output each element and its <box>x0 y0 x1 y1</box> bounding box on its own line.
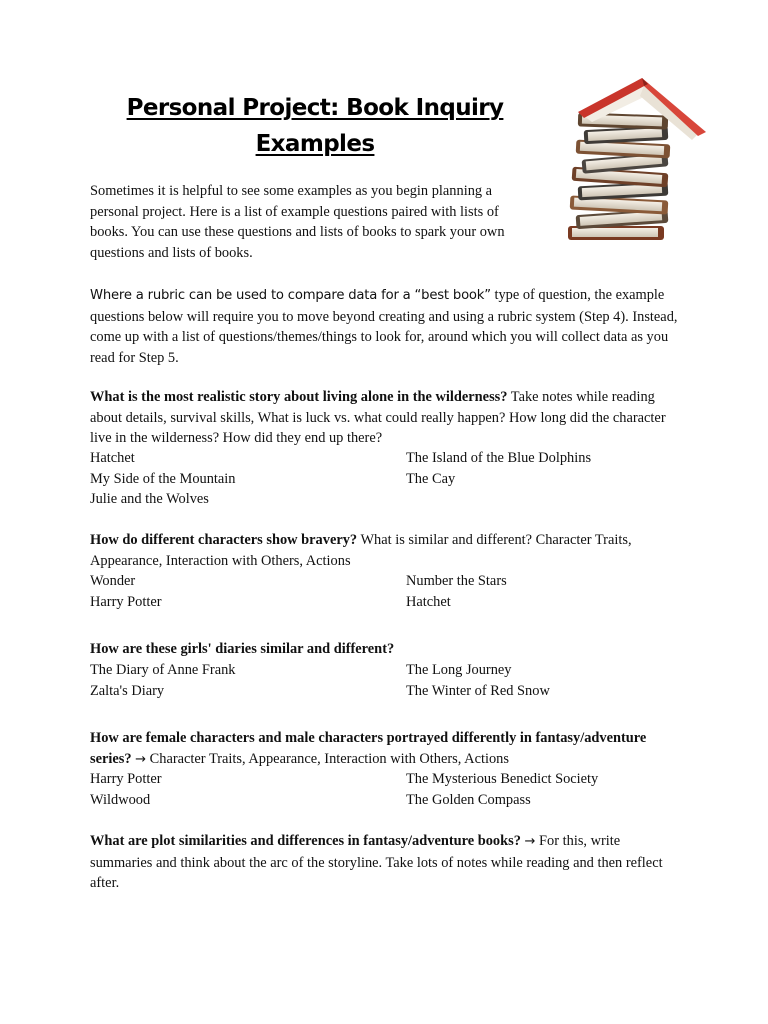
book-row <box>90 660 690 681</box>
question-block-5 <box>90 831 680 894</box>
rubric-rest-text: type of question, the example questions below will require you to move beyond creating and using a rubric system (Step 4). Instead, come up with a list of questions/themes/things to look for, around which you will collect data as you read for Step 5. <box>90 287 678 366</box>
book-title: My Side of the Mountain <box>90 470 236 487</box>
book-list-1 <box>90 448 690 510</box>
title-line-1: Personal Project: Book Inquiry <box>126 95 504 121</box>
intro-paragraph: Sometimes it is helpful to see some examples as you begin planning a personal project. Here is a list of example questions paired with lists of books. You can use these questions and lists of books to spark your own questions and lists of books. <box>90 183 505 261</box>
book-row <box>90 592 690 613</box>
question-detail: Take notes while reading about details, survival skills, What is luck vs. what could really happen? How long did the character live in the wilderness? How did they end up there? <box>90 389 666 447</box>
arrow-icon: → <box>135 751 147 767</box>
question-detail: Character Traits, Appearance, Interaction with Others, Actions <box>146 750 509 767</box>
question-block-4 <box>90 728 680 770</box>
book-title: Wonder <box>90 573 136 589</box>
question-heading: What are plot similarities and differences in fantasy/adventure books? <box>90 833 521 849</box>
book-title: Wildwood <box>90 791 151 808</box>
book-row <box>90 571 690 592</box>
book-title: The Mysterious Benedict Society <box>406 771 599 787</box>
book-title: The Golden Compass <box>406 791 531 808</box>
book-title: Hatchet <box>90 450 135 466</box>
question-detail: For this, write summaries and think about the arc of the storyline. Take lots of notes while reading and then reflect after. <box>90 833 663 892</box>
book-title: Harry Potter <box>90 593 162 610</box>
question-block-3 <box>90 639 680 660</box>
book-stack-illustration <box>548 76 718 256</box>
book-row <box>90 489 690 510</box>
book-list-2 <box>90 571 690 612</box>
arrow-icon: → <box>524 834 536 849</box>
book-row <box>90 681 690 702</box>
book-title: The Cay <box>406 470 456 487</box>
page-title <box>110 90 520 162</box>
book-title: Zalta's Diary <box>90 682 165 699</box>
book-list-3 <box>90 660 690 701</box>
book-row <box>90 790 690 811</box>
rubric-lead-text: Where a rubric can be used to compare data for a “best book” <box>90 288 491 303</box>
book-title <box>406 489 690 510</box>
question-heading: How are these girls' diaries similar and different? <box>90 641 395 657</box>
rubric-paragraph <box>90 285 680 368</box>
title-line-2: Examples <box>255 131 375 157</box>
question-heading: How do different characters show bravery? <box>90 532 358 548</box>
book-title: The Diary of Anne Frank <box>90 662 236 678</box>
book-title: Julie and the Wolves <box>90 491 209 508</box>
question-heading: What is the most realistic story about living alone in the wilderness? <box>90 389 508 405</box>
question-heading: How are female characters and male characters portrayed differently in fantasy/adventure series? <box>90 730 647 767</box>
question-detail: What is similar and different? Character Traits, Appearance, Interaction with Others, Actions <box>90 532 632 569</box>
book-title: Hatchet <box>406 593 451 610</box>
book-list-4 <box>90 769 690 810</box>
question-block-1 <box>90 387 680 449</box>
book-row <box>90 448 690 469</box>
book-title: The Winter of Red Snow <box>406 682 550 699</box>
book-title: The Island of the Blue Dolphins <box>406 450 592 466</box>
book-title: The Long Journey <box>406 662 512 678</box>
book-row <box>90 469 690 490</box>
book-title: Number the Stars <box>406 573 507 589</box>
book-row <box>90 769 690 790</box>
book-title: Harry Potter <box>90 771 162 787</box>
question-block-2 <box>90 530 680 571</box>
